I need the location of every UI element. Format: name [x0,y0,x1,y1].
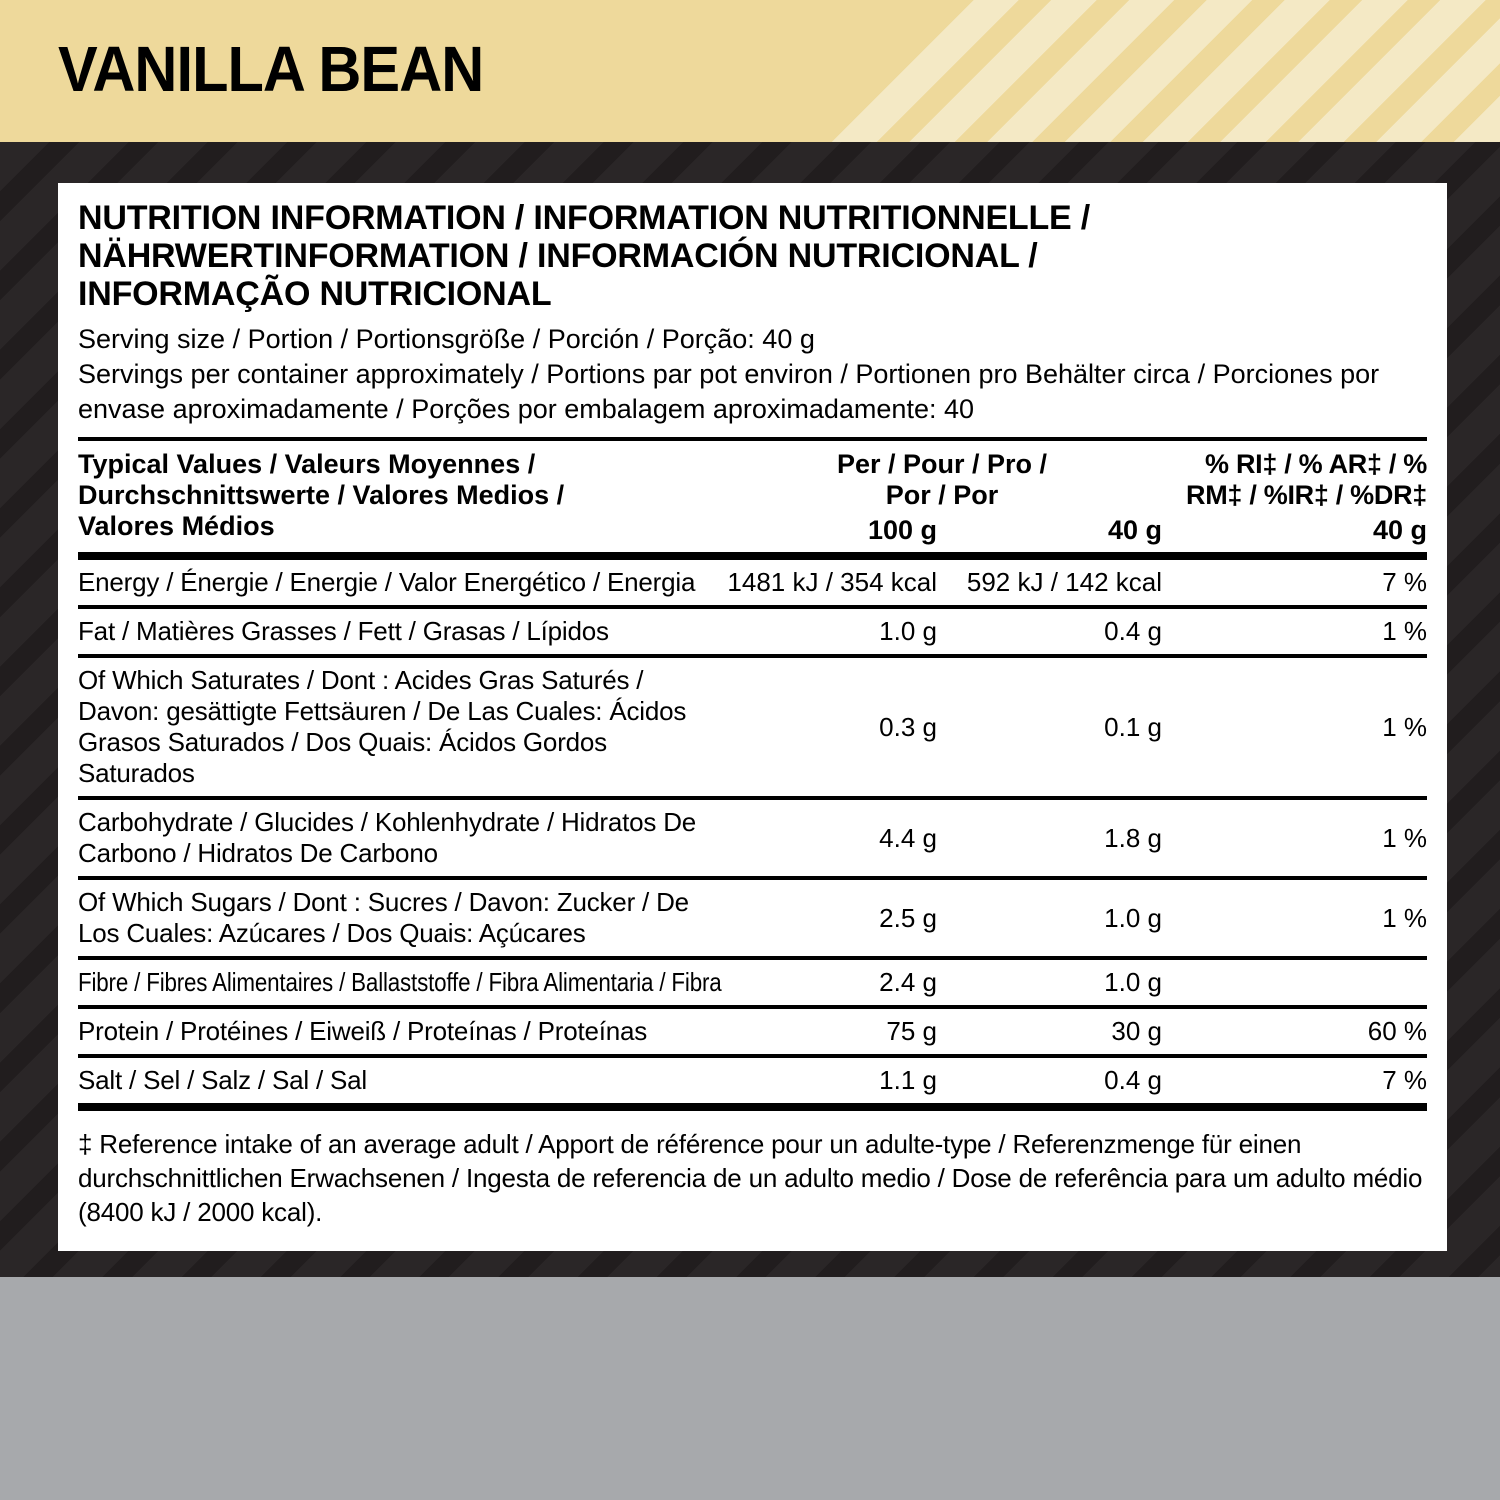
row-label: Fat / Matières Grasses / Fett / Grasas / Lípidos [78,616,609,646]
column-header-per: Per / Pour / Pro / Por / Por [836,449,1048,510]
row-label: Of Which Saturates / Dont : Acides Gras Saturés / Davon: gesättigte Fettsäuren / De Las Cuales: Ácidos Grasos Saturados / Dos Quais: Ácidos Gordos Saturados [78,665,687,788]
table-row [78,1058,1427,1111]
table-header [78,441,1427,560]
flavor-title: VANILLA BEAN [58,33,484,105]
row-value-100g: 1481 kJ / 354 kcal [727,567,937,597]
column-subheader-ri-40g: 40 g [1372,515,1427,545]
table-row [78,960,1427,1009]
row-value-100g: 4.4 g [879,822,937,853]
nutrition-table [78,437,1427,1111]
table-row [78,1009,1427,1058]
row-value-ri: 7 % [1382,567,1427,597]
row-value-40g: 1.8 g [1104,822,1162,853]
column-header-typical-values: Typical Values / Valeurs Moyennes / Durchschnittswerte / Valores Medios / Valores Médios [78,449,565,541]
row-value-ri: 60 % [1367,1016,1427,1046]
serving-size-line: Serving size / Portion / Portionsgröße / Porción / Porção: 40 g [78,324,815,354]
row-value-ri: 7 % [1382,1065,1427,1095]
row-value-ri: 1 % [1382,822,1427,853]
flavor-banner [0,0,1500,142]
dark-striped-background [0,142,1500,1277]
row-value-ri: 1 % [1382,902,1427,933]
row-label: Fibre / Fibres Alimentaires / Ballaststoffe / Fibra Alimentaria / Fibra [78,967,722,997]
bottom-gray-area [0,1277,1500,1500]
row-value-ri: 1 % [1382,616,1427,646]
table-row [78,880,1427,960]
row-value-100g: 1.1 g [879,1065,937,1095]
table-header-right [722,449,1427,546]
row-label: Protein / Protéines / Eiweiß / Proteínas / Proteínas [78,1016,648,1046]
table-row [78,800,1427,880]
column-subheader-100g: 100 g [867,515,937,545]
row-value-40g: 592 kJ / 142 kcal [966,567,1162,597]
row-label: Carbohydrate / Glucides / Kohlenhydrate / Hidratos De Carbono / Hidratos De Carbono [78,807,697,868]
row-value-40g: 30 g [1111,1016,1162,1046]
row-label: Of Which Sugars / Dont : Sucres / Davon: Zucker / De Los Cuales: Azúcares / Dos Quais: Açúcares [78,887,689,948]
servings-per-container-line: Servings per container approximately / Portions par pot environ / Portionen pro Behälter circa / Porciones por envase aproximadamente / Porções por embalagem aproximadamente: 40 [78,359,1380,424]
table-row [78,609,1427,658]
row-value-100g: 2.4 g [879,967,937,997]
reference-intake-footnote: ‡ Reference intake of an average adult / Apport de référence pour un adulte-type / Referenzmenge für einen durchschnittlichen Erwachsenen / Ingesta de referencia de un adulto medio / Dose de referência para um adulto médio (8400 kJ / 2000 kcal). [78,1129,1423,1227]
column-header-reference-intake: % RI‡ / % AR‡ / % RM‡ / %IR‡ / %DR‡ [1186,449,1427,510]
row-value-40g: 0.4 g [1104,1065,1162,1095]
row-value-40g: 1.0 g [1104,967,1162,997]
table-row [78,560,1427,609]
row-value-100g: 0.3 g [879,711,937,742]
row-value-40g: 1.0 g [1104,902,1162,933]
row-value-100g: 75 g [886,1016,937,1046]
row-value-40g: 0.4 g [1104,616,1162,646]
table-row [78,658,1427,800]
table-body [78,560,1427,1111]
nutrition-panel [58,183,1447,1251]
row-value-40g: 0.1 g [1104,711,1162,742]
row-value-100g: 1.0 g [879,616,937,646]
row-label: Energy / Énergie / Energie / Valor Energético / Energia [78,567,696,597]
row-value-100g: 2.5 g [879,902,937,933]
row-value-ri: 1 % [1382,711,1427,742]
panel-title: NUTRITION INFORMATION / INFORMATION NUTRITIONNELLE / NÄHRWERTINFORMATION / INFORMACIÓN NUTRICIONAL / INFORMAÇÃO NUTRICIONAL [78,199,1091,313]
column-subheader-40g: 40 g [1107,515,1162,545]
row-label: Salt / Sel / Salz / Sal / Sal [78,1065,367,1095]
